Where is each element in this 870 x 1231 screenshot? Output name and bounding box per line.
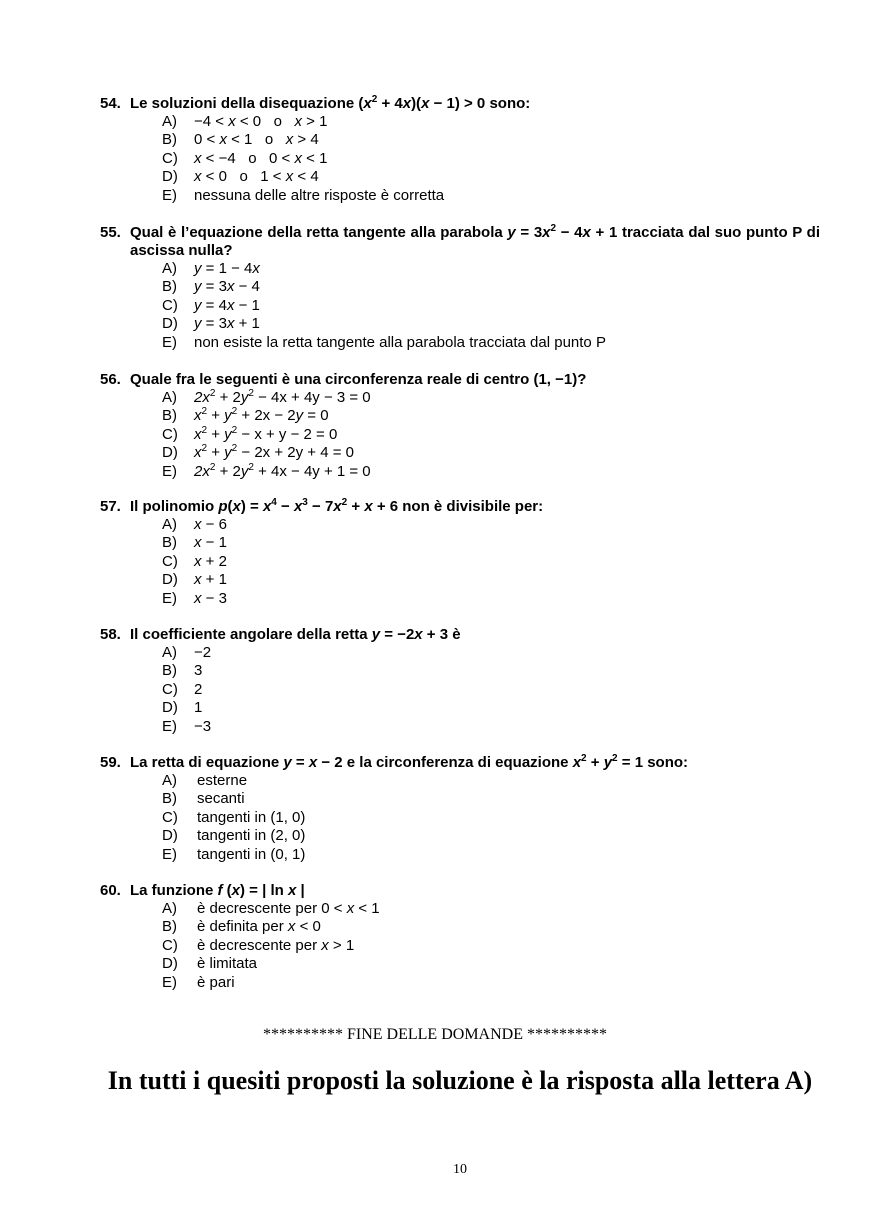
option-d[interactable]: D) $x^2 + y^2 - 2x + 2y + 4 = 0$ [162,443,354,462]
option-d[interactable]: D) x < 0 o 1 < x < 4 [162,168,319,186]
option-a[interactable]: A) x − 6 [162,516,227,533]
question-text: Il coefficiente angolare della retta y = −2x + 3 è [130,626,461,643]
option-b[interactable]: B) y = 3x − 4 [162,278,260,296]
option-d[interactable]: D) x + 1 [162,571,227,589]
question-54 [100,95,820,205]
option-c[interactable]: C) 2 [162,680,203,698]
question-text: Le soluzioni della disequazione $(x^2 + 4x)(x - 1) > 0$ sono: [130,94,531,112]
option-b[interactable]: B) è definita per x < 0 [162,918,321,936]
option-e[interactable]: E) $2x^2 + 2y^2 + 4x - 4y + 1 = 0$ [162,461,371,480]
option-c[interactable]: C) è decrescente per x > 1 [162,936,355,954]
option-b[interactable]: B) 3 [162,662,203,680]
option-a[interactable]: A) −2 [162,644,212,661]
question-header [100,224,820,260]
option-e[interactable]: E) non esiste la retta tangente alla parabola tracciata dal punto P [162,333,606,351]
options-list [162,772,820,864]
question-number: 57. [100,498,121,515]
option-b[interactable]: B) $x^2 + y^2 + 2x - 2y = 0$ [162,406,329,425]
option-a[interactable]: A) è decrescente per 0 < x < 1 [162,900,380,917]
option-e[interactable]: E) tangenti in (0, 1) [162,845,306,863]
question-text: Quale fra le seguenti è una circonferenza reale di centro (1, −1)? [130,371,587,388]
option-d[interactable]: D) è limitata [162,955,258,973]
question-number: 54. [100,95,121,112]
options-list [162,389,820,481]
question-56 [100,371,820,481]
end-of-questions-marker: ********** FINE DELLE DOMANDE ********** [263,1026,607,1043]
option-a[interactable]: A) y = 1 − 4x [162,260,260,277]
question-header [100,371,820,389]
page-number: 10 [453,1162,467,1177]
options-list [162,516,820,608]
solution-note: In tutti i quesiti proposti la soluzione è la risposta alla lettera A) [107,1066,813,1095]
option-e[interactable]: E) nessuna delle altre risposte è corretta [162,186,445,204]
option-e[interactable]: E) x − 3 [162,589,227,607]
option-e[interactable]: E) è pari [162,973,235,991]
question-59 [100,754,820,864]
option-c[interactable]: C) tangenti in (1, 0) [162,808,306,826]
question-57 [100,498,820,608]
question-header [100,95,820,113]
question-60 [100,882,820,992]
question-number: 55. [100,224,121,241]
question-header [100,498,820,516]
question-number: 59. [100,754,121,771]
option-e[interactable]: E) −3 [162,717,212,735]
option-d[interactable]: D) 1 [162,699,203,717]
option-c[interactable]: C) y = 4x − 1 [162,296,260,314]
question-number: 58. [100,626,121,643]
options-list [162,260,820,352]
option-c[interactable]: C) x < −4 o 0 < x < 1 [162,149,328,167]
options-list [162,900,820,992]
option-a[interactable]: A) $2x^2 + 2y^2 - 4x + 4y - 3 = 0$ [162,388,371,406]
question-58 [100,626,820,736]
question-text: Il polinomio $p(x) = x^4 - x^3 - 7x^2 + x + 6$ non è divisibile per: [130,497,544,515]
question-header [100,754,820,772]
question-header [100,626,820,644]
question-number: 60. [100,882,121,899]
question-header [100,882,820,900]
option-c[interactable]: C) x + 2 [162,552,227,570]
option-b[interactable]: B) x − 1 [162,534,227,552]
option-d[interactable]: D) tangenti in (2, 0) [162,827,306,845]
option-b[interactable]: B) secanti [162,790,245,808]
options-list [162,644,820,736]
question-text: Qual è l’equazione della retta tangente alla parabola $y = 3x^2 - 4x + 1$ tracciata dal suo punto P di ascissa nulla? [130,223,821,259]
option-b[interactable]: B) 0 < x < 1 o x > 4 [162,131,319,149]
option-a[interactable]: A) esterne [162,772,248,789]
options-list [162,113,820,205]
question-text: La funzione f (x) = | ln x | [130,882,305,899]
question-number: 56. [100,371,121,388]
option-a[interactable]: A) −4 < x < 0 o x > 1 [162,113,328,130]
question-text: La retta di equazione y = x − 2 e la circonferenza di equazione $x^2 + y^2 = 1$ sono: [130,753,689,771]
option-c[interactable]: C) $x^2 + y^2 - x + y - 2 = 0$ [162,424,338,443]
question-55 [100,224,820,352]
option-d[interactable]: D) y = 3x + 1 [162,315,260,333]
